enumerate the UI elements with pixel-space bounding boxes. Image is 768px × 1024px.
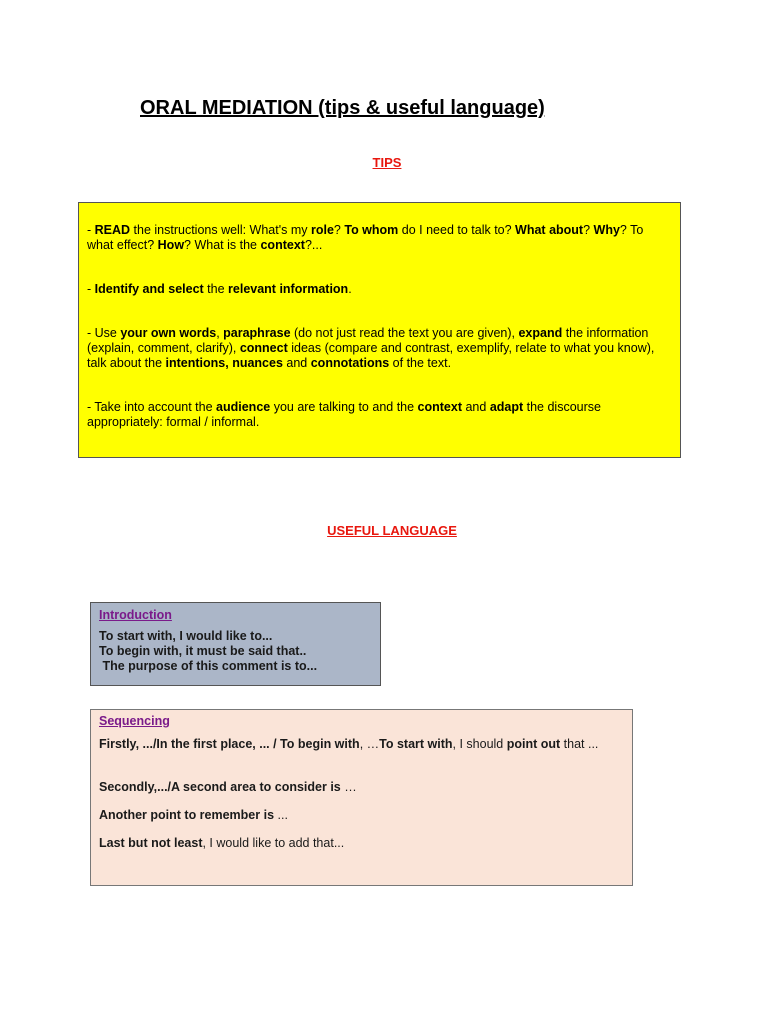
sequencing-line: Secondly,.../A second area to consider is … <box>99 780 357 794</box>
bold-term: audience <box>216 400 271 414</box>
sequencing-line: Last but not least, I would like to add that... <box>99 836 345 850</box>
bold-term: context <box>417 400 462 414</box>
bold-term: READ <box>94 223 131 237</box>
bold-term: Identify and select <box>94 282 204 296</box>
sequencing-line: Firstly, .../In the first place, ... / To begin with, …To start with, I should point out that ... <box>99 737 599 751</box>
tip-audience-context: - Take into account the audience you are talking to and the context and adapt the discourse appropriately: formal / informal. <box>87 400 601 429</box>
bold-term: intentions, nuances <box>165 356 283 370</box>
bold-term: your own words <box>120 326 217 340</box>
introduction-box <box>90 602 381 686</box>
bold-term: Secondly,.../A second area to consider is <box>99 780 341 794</box>
bold-term: To whom <box>344 223 399 237</box>
bold-term: Why <box>593 223 620 237</box>
tip-identify-select: - Identify and select the relevant information. <box>87 282 352 296</box>
bold-term: role <box>310 223 334 237</box>
bold-term: relevant information <box>228 282 349 296</box>
tip-own-words: - Use your own words, paraphrase (do not just read the text you are given), expand the information (explain, comment, clarify), connect ideas (compare and contrast, exemplify, relate to what you know), talk about the intentions, nuances and connotations of the text. <box>87 326 655 370</box>
introduction-title: Introduction <box>99 608 172 622</box>
bold-term: connotations <box>310 356 390 370</box>
bold-term: What about <box>515 223 584 237</box>
bold-term: Another point to remember is <box>99 808 275 822</box>
bold-term: Firstly, .../In the first place, ... / To begin with <box>99 737 360 751</box>
bold-term: context <box>260 238 305 252</box>
sequencing-title: Sequencing <box>99 714 170 728</box>
bold-term: Last but not least <box>99 836 203 850</box>
bold-term: connect <box>239 341 288 355</box>
sequencing-box <box>90 709 633 886</box>
bold-term: How <box>157 238 185 252</box>
introduction-line: To begin with, it must be said that.. <box>99 644 307 658</box>
tips-box <box>78 202 681 458</box>
introduction-line: The purpose of this comment is to... <box>99 659 318 673</box>
introduction-line: To start with, I would like to... <box>99 629 273 643</box>
bold-term: point out <box>506 737 561 751</box>
tips-heading: TIPS <box>372 155 402 170</box>
page-title: ORAL MEDIATION (tips & useful language) <box>140 97 545 119</box>
tip-read-instructions: - READ the instructions well: What's my role? To whom do I need to talk to? What about? Why? To what effect? How? What is the context?... <box>87 223 644 252</box>
sequencing-line: Another point to remember is ... <box>99 808 288 822</box>
useful-language-heading: USEFUL LANGUAGE <box>327 523 457 538</box>
bold-term: paraphrase <box>223 326 291 340</box>
bold-term: To start with <box>379 737 453 751</box>
bold-term: expand <box>518 326 563 340</box>
bold-term: adapt <box>489 400 524 414</box>
